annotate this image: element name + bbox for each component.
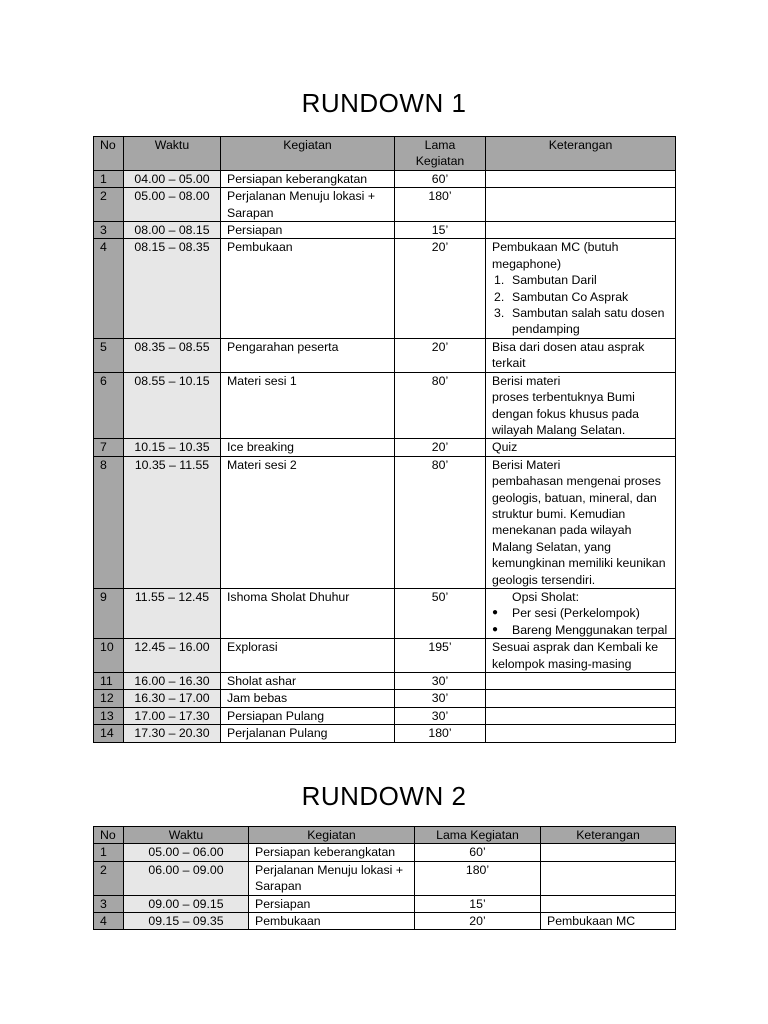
cell-kegiatan: Jam bebas bbox=[221, 690, 395, 707]
cell-lama: 180’ bbox=[415, 861, 541, 895]
keterangan-text: pembahasan mengenai proses geologis, batuan, mineral, dan struktur bumi. Kemudian menekanan pada wilayah Malang Selatan, yang kemungkinan memiliki keunikan geologis tersendiri. bbox=[492, 474, 666, 587]
cell-kegiatan: Sholat ashar bbox=[221, 673, 395, 690]
cell-kegiatan: Ice breaking bbox=[221, 439, 395, 456]
cell-no: 1 bbox=[94, 844, 124, 861]
table-row bbox=[94, 222, 676, 239]
cell-lama: 20’ bbox=[395, 439, 486, 456]
keterangan-text: Pembukaan MC bbox=[547, 914, 636, 929]
cell-keterangan bbox=[486, 690, 676, 707]
cell-waktu: 17.30 – 20.30 bbox=[124, 725, 221, 742]
table-header-row bbox=[94, 137, 676, 171]
cell-no: 1 bbox=[94, 170, 124, 187]
rundown2-table bbox=[93, 826, 676, 930]
cell-keterangan bbox=[486, 588, 676, 638]
table-row bbox=[94, 588, 676, 638]
table-row bbox=[94, 188, 676, 222]
bullet-list-item bbox=[492, 605, 669, 621]
list-item-text: Per sesi (Perkelompok) bbox=[512, 606, 640, 621]
bullet-icon: ● bbox=[492, 607, 499, 619]
header-lama: Lama Kegiatan bbox=[415, 827, 541, 844]
cell-waktu: 08.00 – 08.15 bbox=[124, 222, 221, 239]
cell-kegiatan: Persiapan Pulang bbox=[221, 707, 395, 724]
cell-lama: 20’ bbox=[395, 338, 486, 372]
list-item-text: Sambutan Co Asprak bbox=[512, 289, 629, 304]
header-no: No bbox=[94, 827, 124, 844]
table-row bbox=[94, 690, 676, 707]
header-keterangan: Keterangan bbox=[541, 827, 676, 844]
table-row bbox=[94, 372, 676, 439]
cell-keterangan bbox=[486, 239, 676, 338]
cell-kegiatan: Ishoma Sholat Dhuhur bbox=[221, 588, 395, 638]
cell-waktu: 10.15 – 10.35 bbox=[124, 439, 221, 456]
list-number: 1. bbox=[494, 273, 505, 288]
cell-no: 10 bbox=[94, 639, 124, 673]
keterangan-text: Opsi Sholat: bbox=[512, 589, 579, 604]
table-row bbox=[94, 239, 676, 338]
cell-no: 7 bbox=[94, 439, 124, 456]
cell-waktu: 10.35 – 11.55 bbox=[124, 456, 221, 588]
cell-kegiatan: Persiapan bbox=[249, 895, 415, 912]
header-kegiatan: Kegiatan bbox=[221, 137, 395, 171]
cell-no: 8 bbox=[94, 456, 124, 588]
table-row bbox=[94, 725, 676, 742]
keterangan-text: Quiz bbox=[492, 440, 518, 455]
cell-kegiatan: Persiapan keberangkatan bbox=[221, 170, 395, 187]
table-row bbox=[94, 861, 676, 895]
table-row bbox=[94, 639, 676, 673]
keterangan-text: Sesuai asprak dan Kembali ke kelompok masing-masing bbox=[492, 640, 659, 671]
cell-no: 4 bbox=[94, 913, 124, 930]
cell-lama: 180’ bbox=[395, 725, 486, 742]
cell-waktu: 17.00 – 17.30 bbox=[124, 707, 221, 724]
cell-kegiatan: Pengarahan peserta bbox=[221, 338, 395, 372]
table-row bbox=[94, 456, 676, 588]
cell-no: 2 bbox=[94, 861, 124, 895]
list-item-text: Bareng Menggunakan terpal bbox=[512, 622, 668, 637]
cell-waktu: 09.15 – 09.35 bbox=[124, 913, 249, 930]
cell-waktu: 08.55 – 10.15 bbox=[124, 372, 221, 439]
cell-keterangan bbox=[486, 222, 676, 239]
cell-lama: 15’ bbox=[395, 222, 486, 239]
cell-kegiatan: Perjalanan Menuju lokasi + Sarapan bbox=[221, 188, 395, 222]
cell-lama: 15’ bbox=[415, 895, 541, 912]
cell-no: 3 bbox=[94, 222, 124, 239]
cell-waktu: 05.00 – 08.00 bbox=[124, 188, 221, 222]
cell-waktu: 06.00 – 09.00 bbox=[124, 861, 249, 895]
rundown1-title: RUNDOWN 1 bbox=[301, 88, 467, 118]
keterangan-text: Berisi Materi bbox=[492, 457, 561, 472]
cell-waktu: 04.00 – 05.00 bbox=[124, 170, 221, 187]
rundown1-table bbox=[93, 136, 676, 743]
header-kegiatan: Kegiatan bbox=[249, 827, 415, 844]
cell-waktu: 08.35 – 08.55 bbox=[124, 338, 221, 372]
cell-no: 5 bbox=[94, 338, 124, 372]
cell-keterangan bbox=[541, 895, 676, 912]
numbered-list-item bbox=[492, 305, 669, 338]
cell-kegiatan: Explorasi bbox=[221, 639, 395, 673]
table-row bbox=[94, 439, 676, 456]
cell-lama: 30’ bbox=[395, 707, 486, 724]
table-row bbox=[94, 844, 676, 861]
cell-no: 6 bbox=[94, 372, 124, 439]
cell-lama: 60’ bbox=[415, 844, 541, 861]
keterangan-text: Berisi materi bbox=[492, 373, 561, 388]
cell-kegiatan: Persiapan bbox=[221, 222, 395, 239]
cell-keterangan bbox=[486, 170, 676, 187]
rundown2-title: RUNDOWN 2 bbox=[301, 781, 467, 811]
cell-lama: 30’ bbox=[395, 673, 486, 690]
cell-kegiatan: Pembukaan bbox=[221, 239, 395, 338]
numbered-list-item bbox=[492, 272, 669, 288]
cell-keterangan bbox=[486, 673, 676, 690]
bullet-list-item bbox=[492, 622, 669, 638]
keterangan-text: Bisa dari dosen atau asprak terkait bbox=[492, 339, 645, 371]
list-number: 3. bbox=[494, 306, 505, 321]
cell-keterangan bbox=[486, 725, 676, 742]
cell-lama: 180’ bbox=[395, 188, 486, 222]
cell-no: 3 bbox=[94, 895, 124, 912]
cell-waktu: 05.00 – 06.00 bbox=[124, 844, 249, 861]
header-keterangan: Keterangan bbox=[486, 137, 676, 171]
cell-lama: 20’ bbox=[395, 239, 486, 338]
cell-keterangan bbox=[486, 338, 676, 372]
cell-no: 9 bbox=[94, 588, 124, 638]
cell-lama: 80’ bbox=[395, 372, 486, 439]
table-row bbox=[94, 673, 676, 690]
cell-kegiatan: Persiapan keberangkatan bbox=[249, 844, 415, 861]
header-waktu: Waktu bbox=[124, 137, 221, 171]
cell-lama: 50’ bbox=[395, 588, 486, 638]
cell-no: 4 bbox=[94, 239, 124, 338]
cell-waktu: 12.45 – 16.00 bbox=[124, 639, 221, 673]
cell-keterangan bbox=[541, 861, 676, 895]
cell-keterangan bbox=[541, 913, 676, 930]
cell-kegiatan: Perjalanan Menuju lokasi + Sarapan bbox=[249, 861, 415, 895]
cell-keterangan bbox=[486, 456, 676, 588]
table-row bbox=[94, 913, 676, 930]
cell-waktu: 16.30 – 17.00 bbox=[124, 690, 221, 707]
cell-keterangan bbox=[486, 188, 676, 222]
cell-kegiatan: Materi sesi 1 bbox=[221, 372, 395, 439]
table-header-row bbox=[94, 827, 676, 844]
cell-waktu: 16.00 – 16.30 bbox=[124, 673, 221, 690]
cell-keterangan bbox=[486, 707, 676, 724]
cell-no: 2 bbox=[94, 188, 124, 222]
cell-waktu: 08.15 – 08.35 bbox=[124, 239, 221, 338]
bullet-icon: ● bbox=[492, 623, 499, 635]
table-row bbox=[94, 170, 676, 187]
list-number: 2. bbox=[494, 289, 505, 304]
cell-keterangan bbox=[486, 372, 676, 439]
cell-waktu: 09.00 – 09.15 bbox=[124, 895, 249, 912]
header-no: No bbox=[94, 137, 124, 171]
cell-lama: 195’ bbox=[395, 639, 486, 673]
cell-lama: 30’ bbox=[395, 690, 486, 707]
list-item-text: Sambutan Daril bbox=[512, 273, 597, 288]
cell-no: 11 bbox=[94, 673, 124, 690]
cell-lama: 20’ bbox=[415, 913, 541, 930]
cell-lama: 80’ bbox=[395, 456, 486, 588]
table-row bbox=[94, 338, 676, 372]
cell-keterangan bbox=[486, 439, 676, 456]
cell-waktu: 11.55 – 12.45 bbox=[124, 588, 221, 638]
cell-no: 14 bbox=[94, 725, 124, 742]
table-row bbox=[94, 895, 676, 912]
cell-keterangan bbox=[486, 639, 676, 673]
keterangan-text: proses terbentuknya Bumi dengan fokus khusus pada wilayah Malang Selatan. bbox=[492, 390, 639, 437]
cell-keterangan bbox=[541, 844, 676, 861]
keterangan-text: Pembukaan MC (butuh megaphone) bbox=[492, 240, 619, 271]
numbered-list-item bbox=[492, 289, 669, 305]
cell-kegiatan: Pembukaan bbox=[249, 913, 415, 930]
cell-lama: 60’ bbox=[395, 170, 486, 187]
header-lama: Lama Kegiatan bbox=[395, 137, 486, 171]
cell-kegiatan: Materi sesi 2 bbox=[221, 456, 395, 588]
list-item-text: Sambutan salah satu dosen pendamping bbox=[512, 306, 665, 337]
cell-no: 12 bbox=[94, 690, 124, 707]
table-row bbox=[94, 707, 676, 724]
cell-kegiatan: Perjalanan Pulang bbox=[221, 725, 395, 742]
header-waktu: Waktu bbox=[124, 827, 249, 844]
cell-no: 13 bbox=[94, 707, 124, 724]
